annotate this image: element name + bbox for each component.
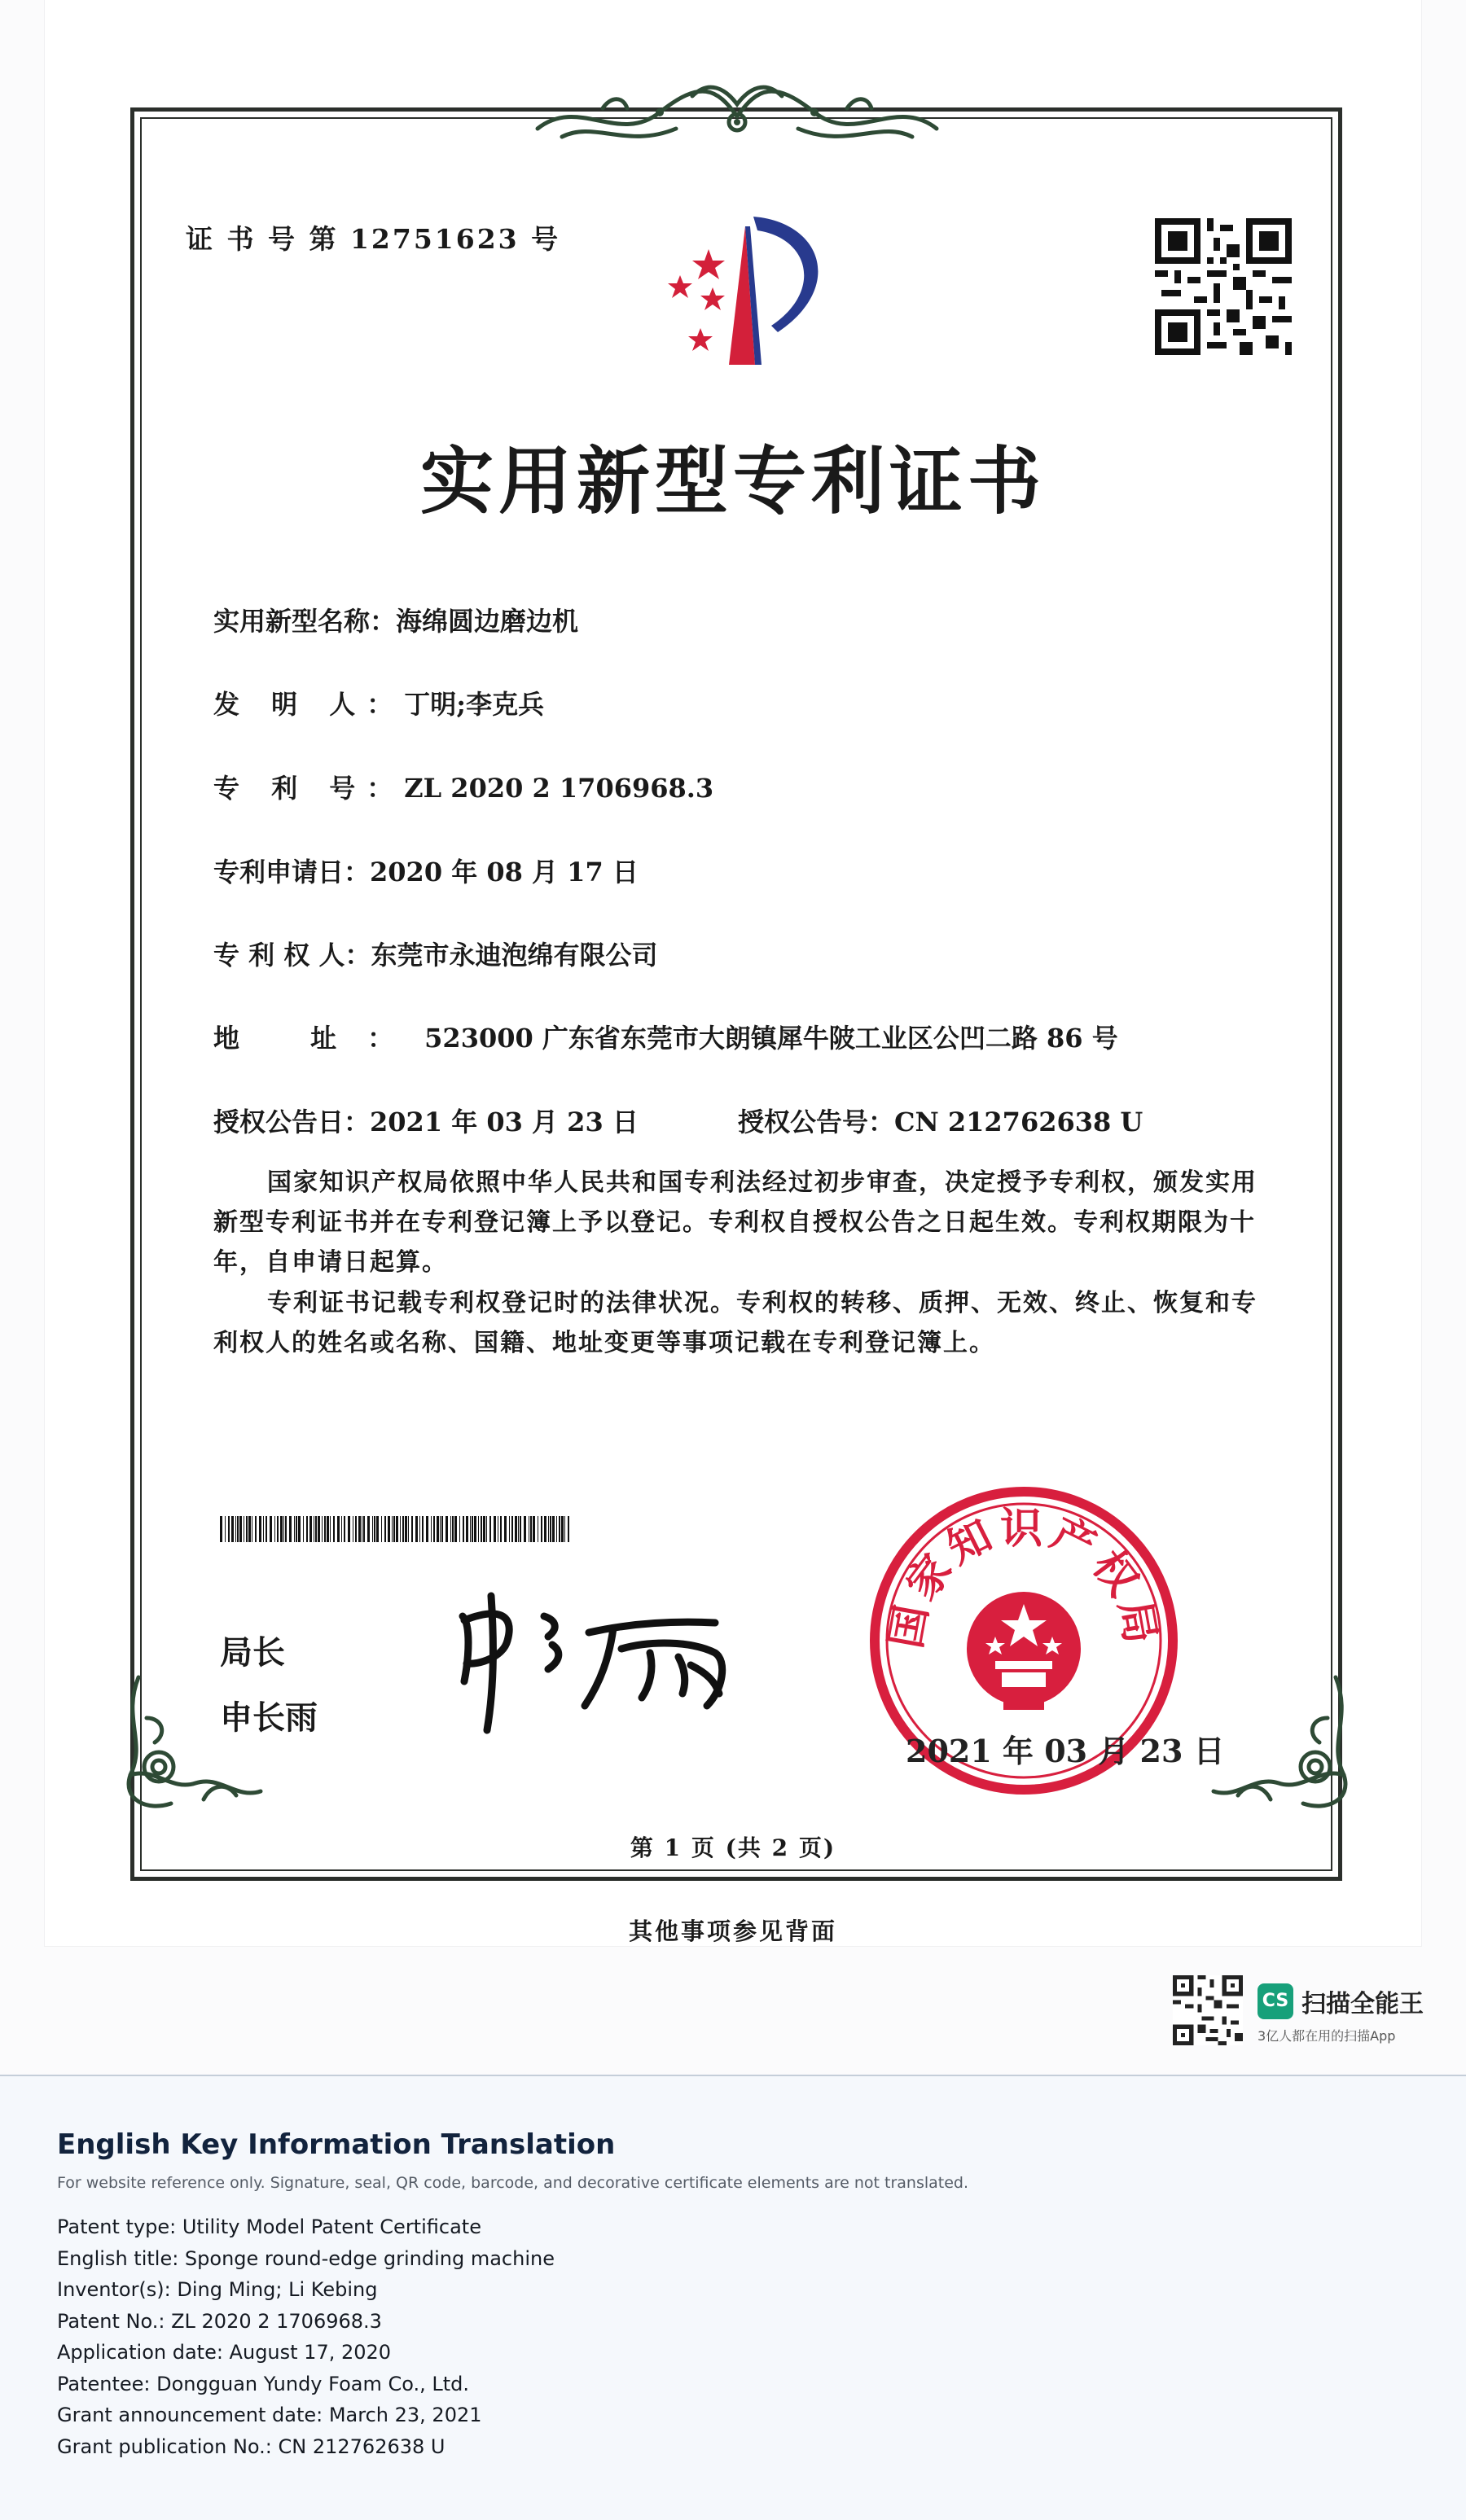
field-value: 523000 广东省东莞市大朗镇犀牛陂工业区公凹二路 86 号 — [424, 1023, 1118, 1054]
translation-line: Patent type: Utility Model Patent Certificate — [57, 2215, 481, 2238]
field-value: 东莞市永迪泡绵有限公司 — [371, 940, 658, 971]
field-grant-date — [213, 1102, 639, 1139]
translation-line: English title: Sponge round-edge grinding machine — [57, 2246, 555, 2270]
field-label: 专利申请日： — [213, 857, 371, 887]
translation-line: Inventor(s): Ding Ming; Li Kebing — [57, 2278, 378, 2301]
corner-ornament-right — [1205, 1669, 1360, 1824]
scanner-app-name: 扫描全能王 — [1301, 1990, 1424, 2018]
certificate-qr-code — [1155, 218, 1292, 355]
scanner-qr-code — [1173, 1975, 1243, 2045]
director-title: 局长 — [220, 1634, 285, 1672]
field-value: CN 212762638 U — [894, 1107, 1143, 1137]
page-indicator: 第 1 页 (共 2 页) — [630, 1834, 836, 1861]
field-address — [213, 1018, 1118, 1055]
back-note: 其他事项参见背面 — [628, 1917, 837, 1945]
field-patentee — [213, 935, 657, 972]
field-value: 2020 年 08 月 17 日 — [370, 857, 639, 887]
field-value: ZL 2020 2 1706968.3 — [404, 773, 714, 804]
field-label: 授权公告日： — [213, 1107, 371, 1137]
seal-date: 2021 年 03 月 23 日 — [906, 1733, 1225, 1769]
certificate-paragraph-grant: 国家知识产权局依照中华人民共和国专利法经过初步审查，决定授予专利权，颁发实用新型专利证书并在专利登记簿上予以登记。专利权自授权公告之日起生效。专利权期限为十年，自申请日起算。 — [213, 1168, 1258, 1277]
translation-panel — [0, 2075, 1466, 2520]
field-grant-publication-number — [738, 1102, 1143, 1139]
certificate-number: 证 书 号 第 12751623 号 — [186, 223, 561, 255]
translation-list — [57, 2211, 555, 2462]
certificate-barcode — [220, 1516, 572, 1542]
scanner-badge — [1173, 1975, 1433, 2049]
patent-office-emblem-icon — [631, 210, 843, 373]
director-name: 申长雨 — [220, 1699, 318, 1737]
director-signature — [446, 1584, 756, 1738]
certificate-title: 实用新型专利证书 — [420, 439, 1046, 524]
translation-line: Grant publication No.: CN 212762638 U — [57, 2435, 446, 2458]
translation-line: Patentee: Dongguan Yundy Foam Co., Ltd. — [57, 2372, 470, 2395]
translation-heading: English Key Information Translation — [57, 2128, 616, 2161]
field-label: 专 利 权 人： — [213, 940, 371, 971]
director-block — [220, 1620, 318, 1751]
field-value: 2021 年 03 月 23 日 — [370, 1107, 639, 1137]
field-label: 地 址： — [213, 1023, 425, 1054]
scanner-tagline: 3亿人都在用的扫描App — [1258, 2028, 1396, 2044]
field-utility-name — [213, 601, 578, 638]
field-label: 发 明 人： — [213, 689, 405, 720]
seal-text: 国家知识产权局 — [881, 1505, 1166, 1652]
field-value: 海绵圆边磨边机 — [396, 606, 579, 637]
top-ornament-decoration — [529, 72, 945, 153]
translation-line: Patent No.: ZL 2020 2 1706968.3 — [57, 2309, 382, 2333]
field-label: 授权公告号： — [738, 1107, 895, 1137]
field-inventor — [213, 684, 544, 721]
field-patent-number — [213, 768, 713, 805]
translation-line: Grant announcement date: March 23, 2021 — [57, 2404, 482, 2426]
field-label: 实用新型名称： — [213, 606, 397, 637]
translation-line: Application date: August 17, 2020 — [57, 2341, 392, 2364]
field-value: 丁明;李克兵 — [404, 689, 545, 720]
certificate-paragraph-legal-status: 专利证书记载专利权登记时的法律状况。专利权的转移、质押、无效、终止、恢复和专利权人的姓名或名称、国籍、地址变更等事项记载在专利登记簿上。 — [213, 1289, 1258, 1357]
translation-note: For website reference only. Signature, seal, QR code, barcode, and decorative certificate elements are not translated. — [57, 2174, 969, 2192]
field-application-date — [213, 852, 639, 889]
camscanner-logo-icon: CS — [1258, 1983, 1293, 2019]
field-label: 专 利 号： — [213, 773, 405, 804]
